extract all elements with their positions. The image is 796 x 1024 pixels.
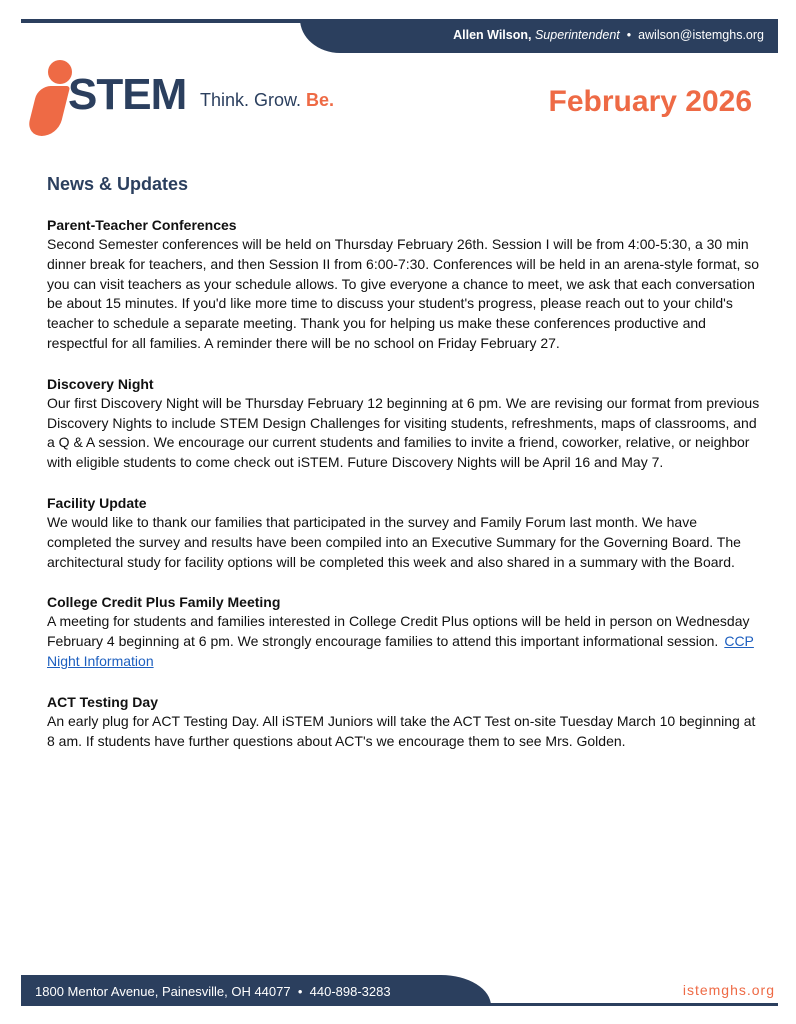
superintendent-title: Superintendent xyxy=(534,28,620,42)
header-band xyxy=(300,19,778,53)
article-body: An early plug for ACT Testing Day. All iSTEM Juniors will take the ACT Test on-site Tuesday March 10 beginning at 8 am. If students have further questions about ACT's we encourage them to see Mrs. Golden. xyxy=(47,712,756,749)
article-body: Our first Discovery Night will be Thursday February 12 beginning at 6 pm. We are revising our format from previous Discovery Nights to include STEM Design Challenges for visiting students, refreshments, maps of classrooms, and a Q & A session. We encourage our current students and families to invite a friend, coworker, relative, or neighbor with eligible students to come check out iSTEM. Future Discovery Nights will be April 16 and May 7. xyxy=(47,394,760,471)
school-address: 1800 Mentor Avenue, Painesville, OH 44077 xyxy=(35,984,291,999)
article-body: A meeting for students and families interested in College Credit Plus options will be held in person on Wednesday February 4 beginning at 6 pm. We strongly encourage families to attend this important informational session. CCP Night Information xyxy=(47,613,754,669)
school-website[interactable]: istemghs.org xyxy=(682,982,775,998)
article-title: ACT Testing Day xyxy=(47,693,158,710)
separator: • xyxy=(626,28,632,42)
logo-i-stem xyxy=(26,86,70,136)
article-title: College Credit Plus Family Meeting xyxy=(47,594,281,611)
ccp-night-link[interactable]: CCP Night Information xyxy=(47,633,754,669)
logo-tagline: Think. Grow. Be. xyxy=(200,90,335,110)
article-body: Second Semester conferences will be held on Thursday February 26th. Session I will be from 4:00-5:30, a 30 min dinner break for teachers, and then Session II from 6:00-7:30. Conferences will be held in an arena-style format, so you can visit teachers as your schedule allows. To give everyone a chance to meet, we ask that each conversation be about 15 minutes. If you'd like more time to discuss your student's progress, please reach out to your child's teacher to schedule a separate meeting. Thank you for helping us make these conferences productive and respectful for all families. A reminder there will be no school on Friday February 27. xyxy=(47,236,760,351)
tagline-accent: Be. xyxy=(306,90,335,110)
logo-text: STEM xyxy=(68,70,187,119)
superintendent-name: Allen Wilson, xyxy=(453,28,532,42)
article-title: Parent-Teacher Conferences xyxy=(47,217,237,233)
superintendent-email[interactable]: awilson@istemghs.org xyxy=(638,28,764,42)
news-content xyxy=(47,174,762,771)
section-title: News & Updates xyxy=(47,174,189,194)
footer-band: 1800 Mentor Avenue, Painesville, OH 44077 • 440-898-3283 xyxy=(21,975,491,1006)
issue-month: February 2026 xyxy=(548,85,752,118)
school-phone: 440-898-3283 xyxy=(309,984,391,999)
istem-logo xyxy=(28,50,348,140)
article-title: Discovery Night xyxy=(47,375,154,392)
article-body: We would like to thank our families that participated in the survey and Family Forum last month. We have completed the survey and results have been compiled into an Executive Summary for the Governing Board. The architectural study for facility options will be completed this week and also shared in a summary with the Board. xyxy=(47,513,741,570)
article-title: Facility Update xyxy=(47,494,147,511)
